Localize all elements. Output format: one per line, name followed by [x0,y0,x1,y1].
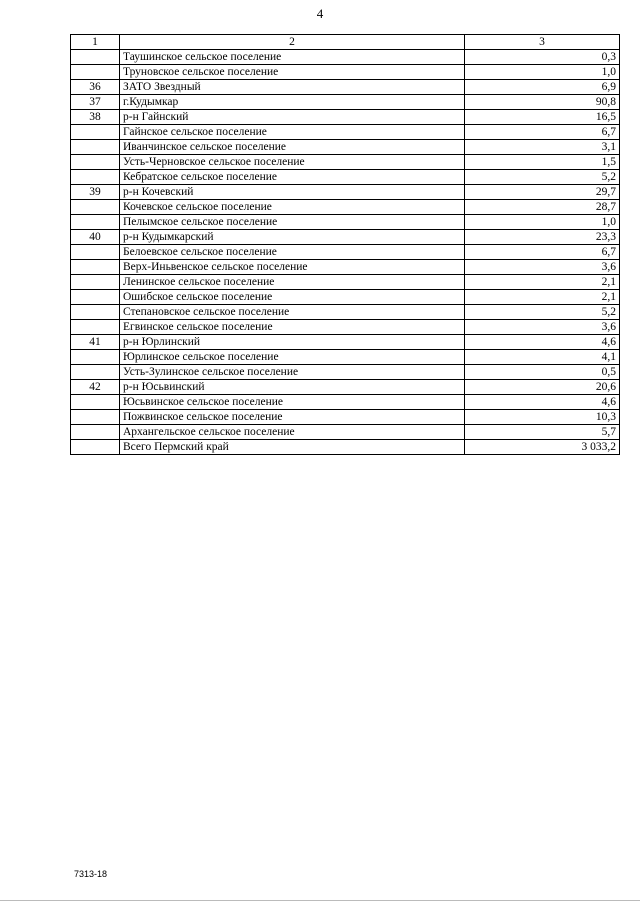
row-name-cell: ЗАТО Звездный [120,80,465,95]
row-value-cell: 1,0 [465,215,620,230]
row-name-cell: Пелымское сельское поселение [120,215,465,230]
table-body [71,50,620,455]
row-value-cell: 29,7 [465,185,620,200]
row-value-cell: 6,9 [465,80,620,95]
row-name-cell: Юрлинское сельское поселение [120,350,465,365]
row-value-cell: 23,3 [465,230,620,245]
table-row [71,380,620,395]
row-number-cell [71,275,120,290]
row-number-cell [71,425,120,440]
row-name-cell: Егвинское сельское поселение [120,320,465,335]
row-value-cell: 2,1 [465,275,620,290]
row-value-cell: 1,0 [465,65,620,80]
table-row [71,155,620,170]
row-number-cell [71,50,120,65]
table-row [71,260,620,275]
scan-edge-line [0,900,640,901]
row-number-cell [71,200,120,215]
table-row [71,395,620,410]
row-number-cell [71,350,120,365]
table-row [71,80,620,95]
row-value-cell: 0,5 [465,365,620,380]
row-name-cell: Таушинское сельское поселение [120,50,465,65]
row-number-cell [71,395,120,410]
table-row [71,185,620,200]
table-row [71,245,620,260]
data-table [70,34,620,455]
row-number-cell [71,215,120,230]
row-value-cell: 0,3 [465,50,620,65]
row-number-cell: 41 [71,335,120,350]
row-value-cell: 4,1 [465,350,620,365]
table-row [71,365,620,380]
table-row [71,95,620,110]
row-name-cell: Усть-Черновское сельское поселение [120,155,465,170]
header-row [71,35,620,50]
row-name-cell: Ошибское сельское поселение [120,290,465,305]
row-name-cell: Ленинское сельское поселение [120,275,465,290]
row-number-cell [71,170,120,185]
row-name-cell: Белоевское сельское поселение [120,245,465,260]
row-name-cell: Труновское сельское поселение [120,65,465,80]
table-row [71,305,620,320]
table-row [71,425,620,440]
row-number-cell [71,140,120,155]
row-number-cell [71,440,120,455]
row-name-cell: р-н Кочевский [120,185,465,200]
table-row [71,215,620,230]
table-row [71,410,620,425]
table-row [71,230,620,245]
row-value-cell: 28,7 [465,200,620,215]
row-number-cell: 36 [71,80,120,95]
row-name-cell: Иванчинское сельское поселение [120,140,465,155]
row-number-cell [71,305,120,320]
table-row [71,140,620,155]
row-name-cell: Степановское сельское поселение [120,305,465,320]
row-value-cell: 3 033,2 [465,440,620,455]
row-value-cell: 2,1 [465,290,620,305]
row-name-cell: Кебратское сельское поселение [120,170,465,185]
row-value-cell: 5,2 [465,305,620,320]
column-header-3: 3 [465,35,620,50]
row-name-cell: р-н Кудымкарский [120,230,465,245]
row-number-cell: 40 [71,230,120,245]
row-value-cell: 3,6 [465,260,620,275]
column-header-1: 1 [71,35,120,50]
row-number-cell [71,410,120,425]
row-name-cell: р-н Юсьвинский [120,380,465,395]
table-row [71,275,620,290]
table-row [71,290,620,305]
row-value-cell: 1,5 [465,155,620,170]
row-number-cell [71,155,120,170]
row-name-cell: Пожвинское сельское поселение [120,410,465,425]
table-row [71,50,620,65]
column-header-2: 2 [120,35,465,50]
row-number-cell [71,320,120,335]
row-value-cell: 6,7 [465,125,620,140]
row-name-cell: р-н Юрлинский [120,335,465,350]
row-name-cell: Верх-Иньвенское сельское поселение [120,260,465,275]
page-number: 4 [316,6,324,21]
row-value-cell: 5,2 [465,170,620,185]
row-value-cell: 3,6 [465,320,620,335]
row-name-cell: г.Кудымкар [120,95,465,110]
table-row [71,125,620,140]
row-value-cell: 6,7 [465,245,620,260]
row-number-cell [71,290,120,305]
row-number-cell [71,65,120,80]
row-value-cell: 5,7 [465,425,620,440]
row-number-cell [71,365,120,380]
table-row [71,335,620,350]
row-name-cell: Архангельское сельское поселение [120,425,465,440]
row-value-cell: 4,6 [465,335,620,350]
row-number-cell: 38 [71,110,120,125]
row-number-cell [71,125,120,140]
row-name-cell: р-н Гайнский [120,110,465,125]
row-number-cell [71,245,120,260]
table-row [71,320,620,335]
row-name-cell: Всего Пермский край [120,440,465,455]
row-value-cell: 3,1 [465,140,620,155]
row-value-cell: 4,6 [465,395,620,410]
row-value-cell: 10,3 [465,410,620,425]
table-row [71,110,620,125]
row-name-cell: Юсьвинское сельское поселение [120,395,465,410]
row-name-cell: Усть-Зулинское сельское поселение [120,365,465,380]
row-value-cell: 20,6 [465,380,620,395]
table-row [71,440,620,455]
row-name-cell: Гайнское сельское поселение [120,125,465,140]
table-row [71,170,620,185]
row-value-cell: 90,8 [465,95,620,110]
row-number-cell: 37 [71,95,120,110]
row-name-cell: Кочевское сельское поселение [120,200,465,215]
row-number-cell: 42 [71,380,120,395]
document-code: 7313-18 [74,869,108,879]
table-row [71,350,620,365]
row-number-cell: 39 [71,185,120,200]
row-value-cell: 16,5 [465,110,620,125]
table-row [71,65,620,80]
row-number-cell [71,260,120,275]
table-row [71,200,620,215]
